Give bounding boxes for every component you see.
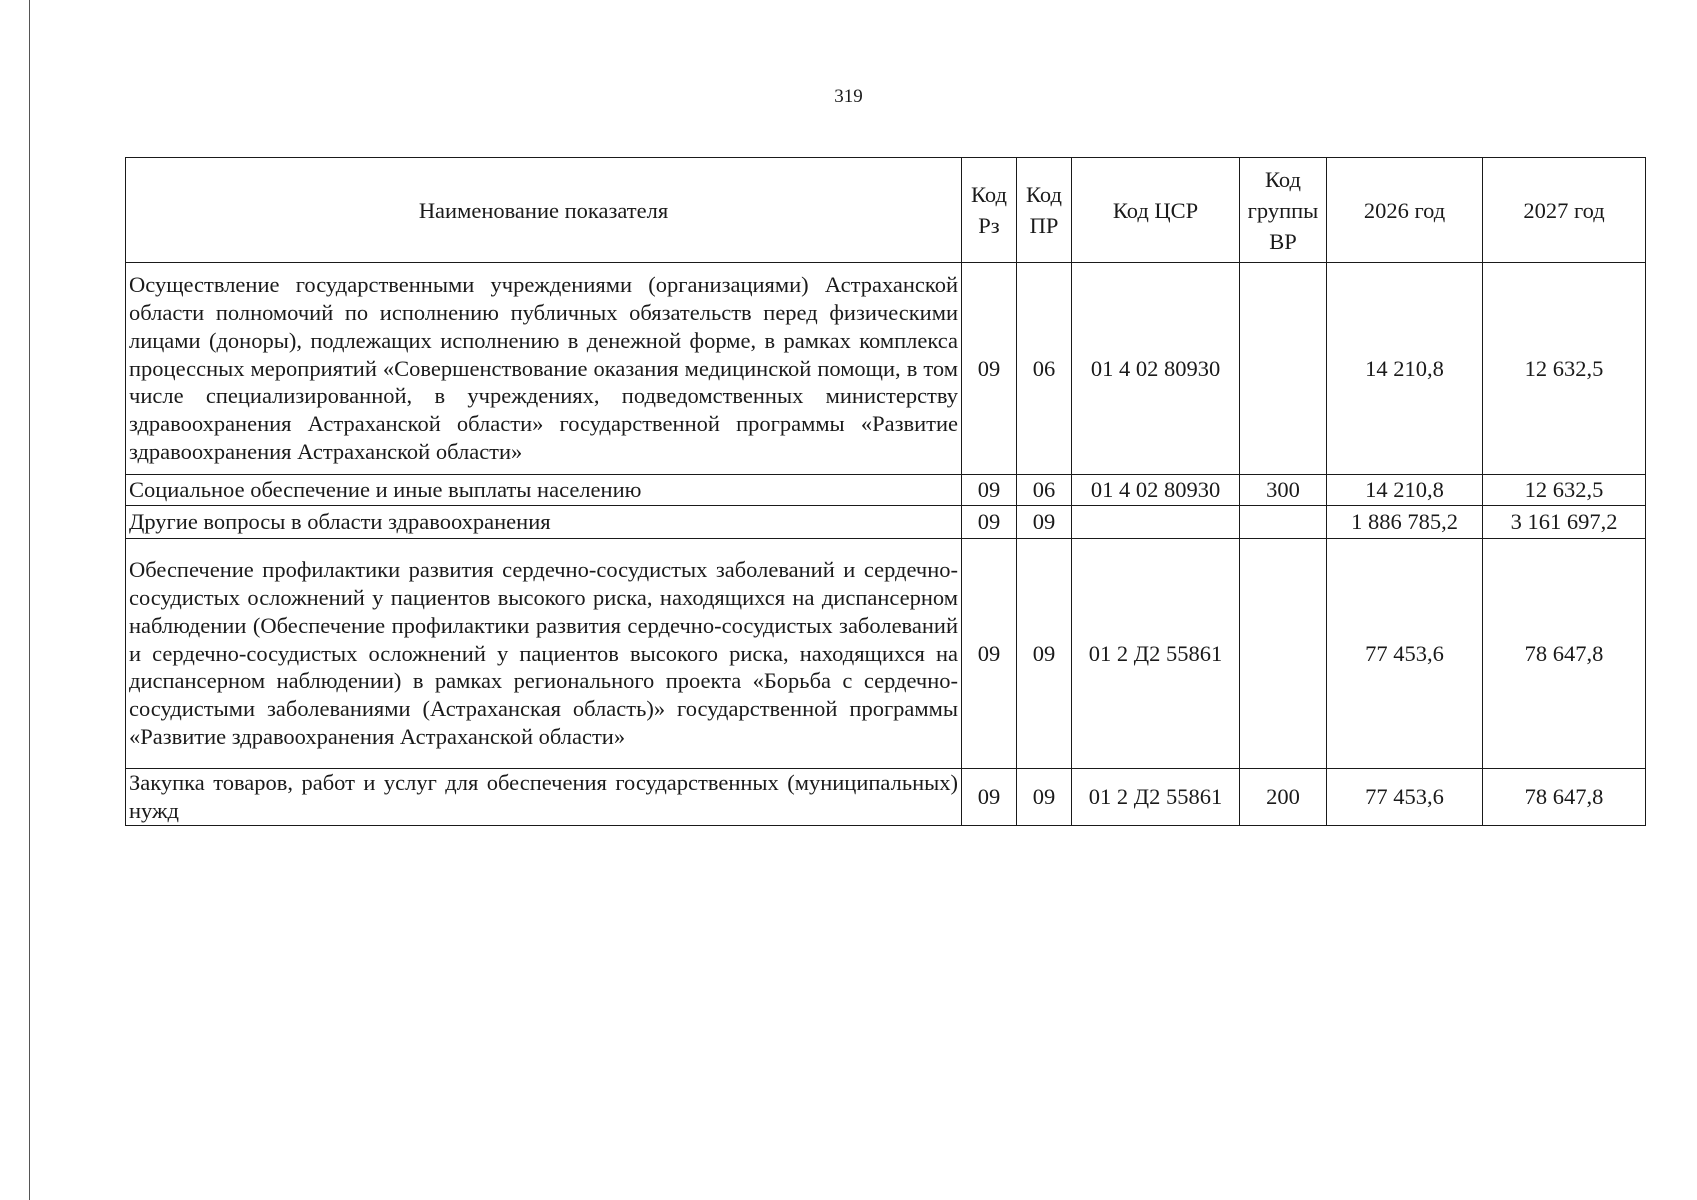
row-rz: 09 (962, 475, 1017, 506)
header-rz: Код Рз (962, 158, 1017, 263)
row-csr: 01 4 02 80930 (1072, 263, 1240, 475)
header-vr: Код группы ВР (1240, 158, 1327, 263)
row-name: Социальное обеспечение и иные выплаты населению (126, 475, 962, 506)
row-year-2027: 12 632,5 (1483, 263, 1646, 475)
row-year-2026: 77 453,6 (1327, 769, 1483, 826)
row-csr: 01 4 02 80930 (1072, 475, 1240, 506)
row-vr (1240, 263, 1327, 475)
row-name: Обеспечение профилактики развития сердечно-сосудистых заболеваний и сердечно-сосудистых осложнений у пациентов высокого риска, находящихся на диспансерном наблюдении (Обеспечение профилактики развития сердечно-сосудистых заболеваний и сердечно-сосудистых осложнений у пациентов высокого риска, находящихся на диспансерном наблюдении) в рамках регионального проекта «Борьба с сердечно-сосудистыми заболеваниями (Астраханская область)» государственной программы «Развитие здравоохранения Астраханской области» (126, 539, 962, 769)
header-name: Наименование показателя (126, 158, 962, 263)
table-header (126, 158, 1646, 263)
row-name: Осуществление государственными учреждениями (организациями) Астраханской области полномочий по исполнению публичных обязательств перед физическими лицами (доноры), подлежащих исполнению в денежной форме, в рамках комплекса процессных мероприятий «Совершенствование оказания медицинской помощи, в том числе специализированной, в учреждениях, подведомственных министерству здравоохранения Астраханской области» государственной программы «Развитие здравоохранения Астраханской области» (126, 263, 962, 475)
table-row (126, 506, 1646, 539)
table-row (126, 475, 1646, 506)
row-rz: 09 (962, 769, 1017, 826)
row-pr: 09 (1017, 506, 1072, 539)
header-row (126, 158, 1646, 263)
page-number: 319 (834, 86, 863, 107)
row-year-2026: 1 886 785,2 (1327, 506, 1483, 539)
row-year-2026: 14 210,8 (1327, 475, 1483, 506)
table-row (126, 263, 1646, 475)
row-year-2027: 3 161 697,2 (1483, 506, 1646, 539)
row-year-2027: 12 632,5 (1483, 475, 1646, 506)
header-year-2027: 2027 год (1483, 158, 1646, 263)
row-csr: 01 2 Д2 55861 (1072, 769, 1240, 826)
row-vr: 200 (1240, 769, 1327, 826)
row-name: Другие вопросы в области здравоохранения (126, 506, 962, 539)
header-pr: Код ПР (1017, 158, 1072, 263)
row-rz: 09 (962, 506, 1017, 539)
row-year-2026: 14 210,8 (1327, 263, 1483, 475)
header-year-2026: 2026 год (1327, 158, 1483, 263)
row-csr (1072, 506, 1240, 539)
row-pr: 06 (1017, 475, 1072, 506)
row-pr: 09 (1017, 769, 1072, 826)
row-vr (1240, 506, 1327, 539)
table-body (126, 263, 1646, 826)
table-row (126, 539, 1646, 769)
row-csr: 01 2 Д2 55861 (1072, 539, 1240, 769)
row-year-2027: 78 647,8 (1483, 769, 1646, 826)
row-vr: 300 (1240, 475, 1327, 506)
row-pr: 06 (1017, 263, 1072, 475)
row-vr (1240, 539, 1327, 769)
row-year-2027: 78 647,8 (1483, 539, 1646, 769)
row-rz: 09 (962, 263, 1017, 475)
budget-table (125, 157, 1646, 826)
left-margin-rule (29, 0, 30, 1200)
header-csr: Код ЦСР (1072, 158, 1240, 263)
table-row (126, 769, 1646, 826)
row-pr: 09 (1017, 539, 1072, 769)
row-year-2026: 77 453,6 (1327, 539, 1483, 769)
row-rz: 09 (962, 539, 1017, 769)
row-name: Закупка товаров, работ и услуг для обеспечения государственных (муниципальных) нужд (126, 769, 962, 826)
